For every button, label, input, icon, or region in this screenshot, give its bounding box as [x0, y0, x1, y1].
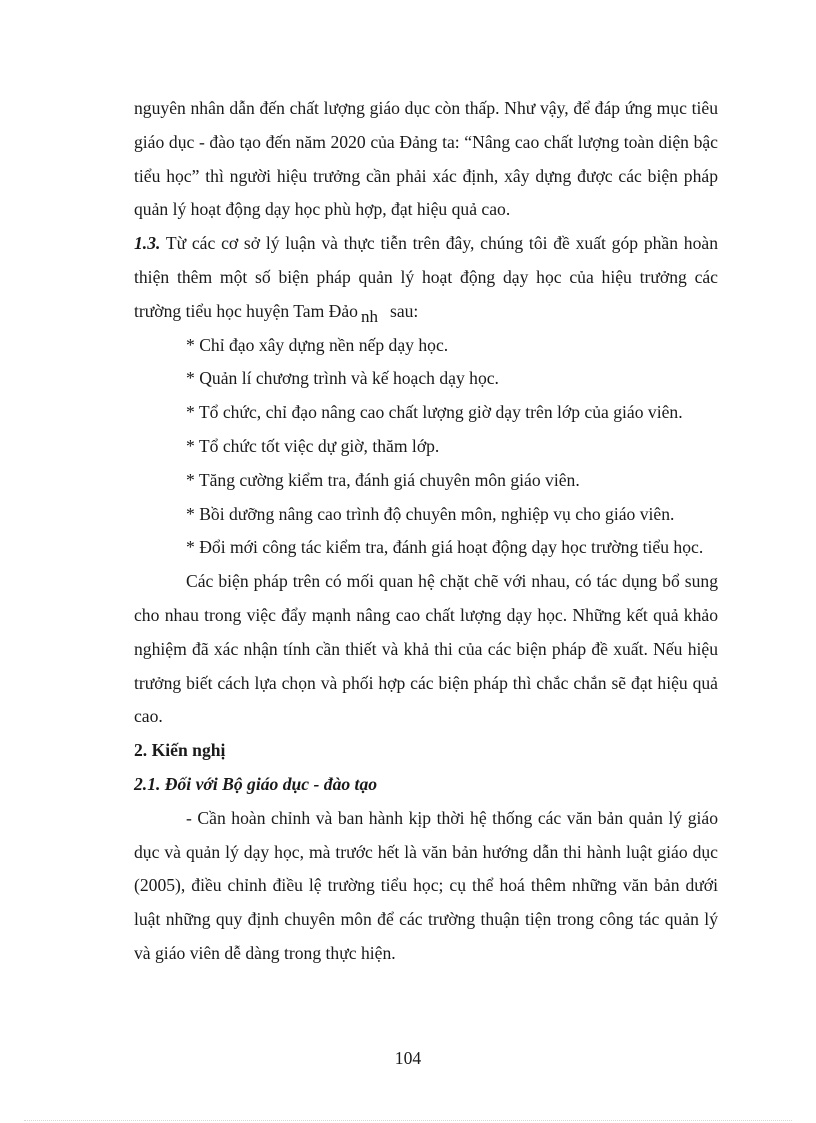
page-body: [134, 92, 718, 971]
section-1-3-paragraph: [134, 227, 718, 328]
subscript-nh: nh: [360, 306, 378, 326]
heading-recommendations: 2. Kiến nghị: [134, 740, 226, 761]
bullet-item: * Chỉ đạo xây dựng nền nếp dạy học.: [186, 334, 449, 355]
bullet-item: * Tăng cường kiểm tra, đánh giá chuyên môn giáo viên.: [186, 469, 580, 490]
heading-ministry: 2.1. Đối với Bộ giáo dục - đào tạo: [134, 773, 378, 794]
paragraph-conclusion: nguyên nhân dẫn đến chất lượng giáo dục còn thấp. Như vậy, để đáp ứng mục tiêu giáo dục - đào tạo đến năm 2020 của Đảng ta: “Nâng cao chất lượng toàn diện bậc tiểu học” thì người hiệu trưởng cần phải xác định, xây dựng được các biện pháp quản lý hoạt động dạy học phù hợp, đạt hiệu quả cao.: [134, 98, 718, 220]
bullet-item: * Quản lí chương trình và kế hoạch dạy học.: [186, 368, 499, 389]
footer-divider: [24, 1120, 792, 1121]
bullet-item: * Bồi dưỡng nâng cao trình độ chuyên môn, nghiệp vụ cho giáo viên.: [186, 503, 675, 524]
bullet-item: * Tổ chức, chỉ đạo nâng cao chất lượng giờ dạy trên lớp của giáo viên.: [186, 402, 683, 423]
paragraph-ministry: - Cần hoàn chỉnh và ban hành kịp thời hệ thống các văn bản quản lý giáo dục và quản lý dạy học, mà trước hết là văn bản hướng dẫn thi hành luật giáo dục (2005), điều chỉnh điều lệ trường tiểu học; cụ thể hoá thêm những văn bản dưới luật những quy định chuyên môn để các trường thuận tiện trong công tác quản lý và giáo viên dễ dàng trong thực hiện.: [134, 807, 718, 963]
bullet-item-last: * Đổi mới công tác kiểm tra, đánh giá hoạt động dạy học trường tiểu học.: [186, 537, 704, 558]
section-text: Từ các cơ sở lý luận và thực tiễn trên đây, chúng tôi đề xuất góp phần hoàn thiện thêm một số biện pháp quản lý hoạt động dạy học của hiệu trưởng các trường tiểu học huyện Tam Đảo: [134, 233, 718, 321]
paragraph-measures: Các biện pháp trên có mối quan hệ chặt chẽ với nhau, có tác dụng bổ sung cho nhau trong việc đẩy mạnh nâng cao chất lượng dạy học. Những kết quả khảo nghiệm đã xác nhận tính cần thiết và khả thi của các biện pháp đề xuất. Nếu hiệu trưởng biết cách lựa chọn và phối hợp các biện pháp thì chắc chắn sẽ đạt hiệu quả cao.: [134, 571, 718, 727]
section-text-end: sau:: [389, 300, 419, 321]
bullet-item: * Tổ chức tốt việc dự giờ, thăm lớp.: [186, 435, 440, 456]
section-number: 1.3.: [134, 233, 161, 254]
page-number: 104: [394, 1048, 422, 1068]
